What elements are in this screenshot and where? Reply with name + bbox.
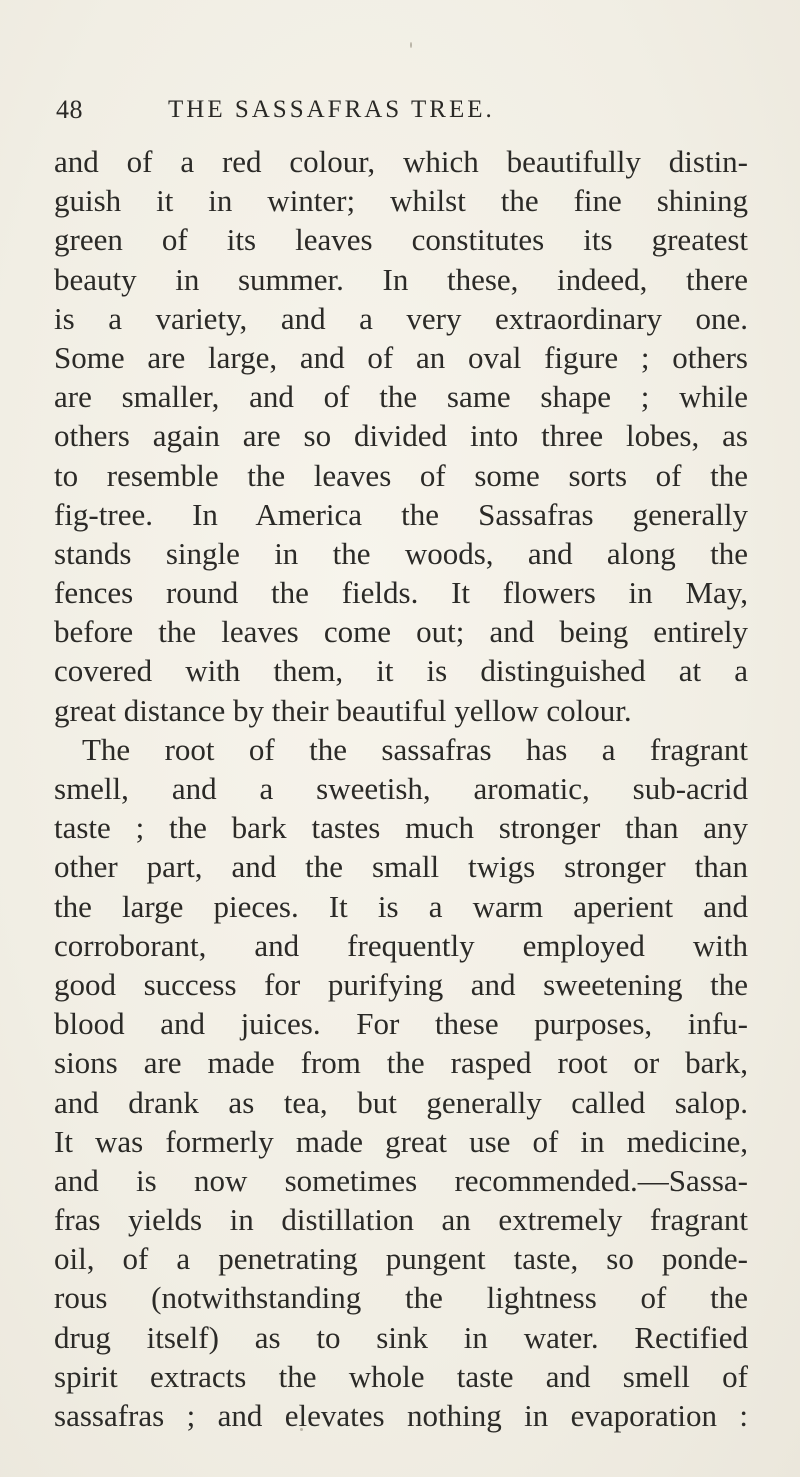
text-line: to resemble the leaves of some sorts of the (54, 457, 748, 493)
text-line: are smaller, and of the same shape ; while (54, 379, 748, 415)
text-line: The root of the sassafras has a fragrant (82, 731, 748, 767)
text-line: fences round the fields. It flowers in May, (54, 575, 748, 611)
text-line: oil, of a penetrating pungent taste, so ponde- (54, 1241, 748, 1277)
text-line: corroborant, and frequently employed with (54, 927, 748, 963)
text-line: green of its leaves constitutes its greatest (54, 222, 748, 258)
text-line: sions are made from the rasped root or bark, (54, 1045, 748, 1081)
text-line: taste ; the bark tastes much stronger than any (54, 810, 748, 846)
text-line: guish it in winter; whilst the fine shining (54, 183, 748, 219)
text-line: and drank as tea, but generally called salop. (54, 1084, 748, 1120)
page-header (56, 90, 746, 130)
text-line: fig-tree. In America the Sassafras generally (54, 496, 748, 532)
text-line: covered with them, it is distinguished at a (54, 653, 748, 689)
paper-speck (410, 42, 412, 48)
text-line: other part, and the small twigs stronger than (54, 849, 748, 885)
text-line: is a variety, and a very extraordinary one. (54, 300, 748, 336)
text-line: and of a red colour, which beautifully distin- (54, 144, 748, 179)
text-line: the large pieces. It is a warm aperient and (54, 888, 748, 924)
text-line: blood and juices. For these purposes, infu- (54, 1006, 748, 1042)
text-line: beauty in summer. In these, indeed, there (54, 261, 748, 297)
text-line: good success for purifying and sweetening the (54, 966, 748, 1002)
body-text (54, 142, 748, 1435)
page-number: 48 (56, 95, 83, 124)
text-line: drug itself) as to sink in water. Rectified (54, 1319, 748, 1355)
text-line: smell, and a sweetish, aromatic, sub-acrid (54, 771, 748, 806)
text-line: and is now sometimes recommended.—Sassa- (54, 1162, 748, 1198)
text-line: great distance by their beautiful yellow colour. (54, 692, 632, 728)
text-line: fras yields in distillation an extremely fragrant (54, 1202, 748, 1238)
running-head: THE SASSAFRAS TREE. (168, 96, 495, 123)
text-line: before the leaves come out; and being entirely (54, 614, 748, 650)
text-line: stands single in the woods, and along the (54, 535, 748, 571)
text-line: rous (notwithstanding the lightness of the (54, 1280, 748, 1316)
text-line: Some are large, and of an oval figure ; others (54, 339, 748, 375)
text-line: sassafras ; and elevates nothing in evaporation : (54, 1398, 748, 1433)
text-line: spirit extracts the whole taste and smell of (54, 1358, 748, 1394)
text-line: others again are so divided into three lobes, as (54, 418, 748, 454)
text-line: It was formerly made great use of in medicine, (54, 1123, 748, 1159)
